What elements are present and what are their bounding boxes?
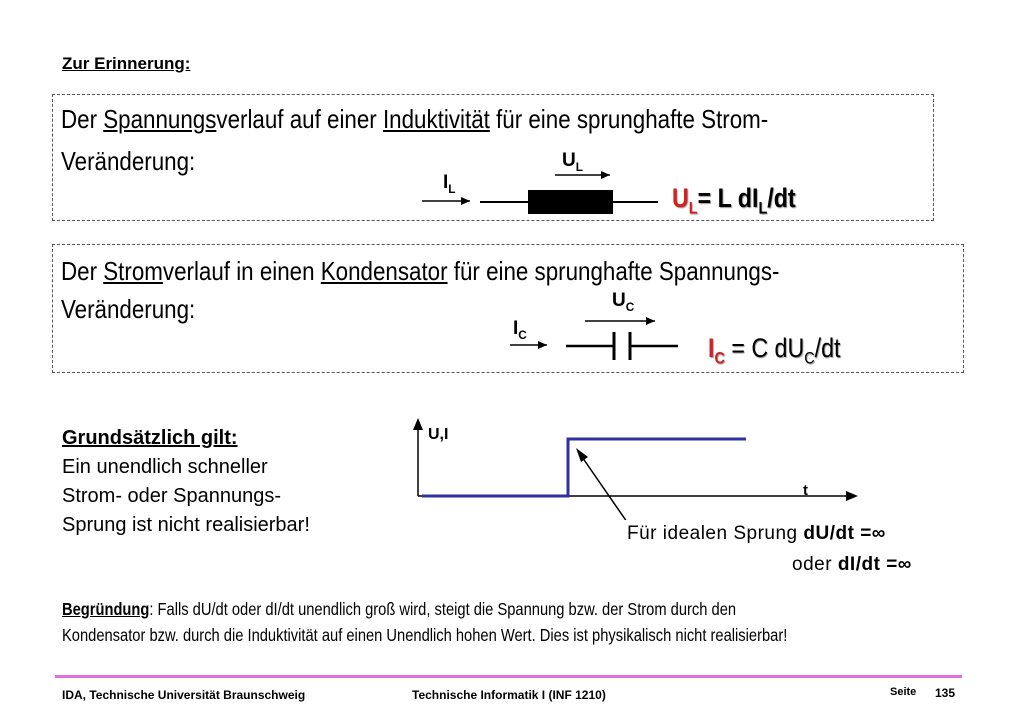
reason-line1: Begründung: Falls dU/dt oder dI/dt unendlich groß wird, steigt die Spannung bzw. der Strom durch den (62, 599, 737, 619)
inductor-voltage-label: $U_L$ (562, 150, 583, 174)
inductor-body (528, 190, 613, 214)
reason-text (62, 596, 787, 648)
cap-current-arrowhead (538, 341, 547, 349)
pointer-arrowhead (576, 448, 588, 462)
capacitor-voltage-label: $U_C$ (612, 290, 635, 314)
inductor-text-line2: Veränderung: (61, 146, 196, 176)
current-arrowhead (461, 197, 470, 205)
inductor-symbol (420, 150, 670, 220)
footer-page-number: 135 (935, 686, 956, 700)
principle-line1: Ein unendlich schneller (62, 456, 268, 478)
step-graph (400, 410, 870, 520)
capacitor-current-label: $I_C$ (513, 318, 527, 342)
ideal-step-line1: Für idealen Sprung dU/dt =∞ (627, 523, 886, 544)
voltage-arrowhead (601, 171, 610, 179)
graph-x-label: t (803, 482, 808, 499)
cap-voltage-arrowhead (646, 317, 655, 325)
footer-divider (55, 675, 962, 678)
footer-page-label: Seite (890, 686, 917, 698)
capacitor-formula: $I_C = C$ $dU_C/dt$ (708, 333, 841, 368)
principle-heading: Grundsätzlich gilt: (62, 427, 238, 449)
pointer-arrow-line (580, 454, 636, 520)
footer-course: Technische Informatik I (INF 1210) (412, 688, 606, 702)
inductor-formula: $U_L= L$ $dI_L/dt$ (672, 183, 796, 218)
reminder-title: Zur Erinnerung: (62, 54, 191, 73)
step-signal-line (422, 439, 746, 496)
ideal-step-line2: oder dI/dt =∞ (792, 554, 912, 575)
inductor-current-label: $I_L$ (443, 172, 456, 196)
graph-y-label: U,I (428, 426, 449, 443)
capacitor-text-line2: Veränderung: (61, 294, 196, 324)
x-axis-arrowhead (846, 491, 858, 501)
principle-note (62, 424, 310, 540)
principle-line2: Strom- oder Spannungs- (62, 485, 282, 507)
inductor-text-line1: Der Spannungsverlauf auf einer Induktivität für eine sprunghafte Strom- (61, 104, 769, 134)
reason-line2: Kondensator bzw. durch die Induktivität auf einen Unendlich hohen Wert. Dies ist physikalisch nicht realisierbar! (62, 625, 788, 645)
y-axis-arrowhead (413, 418, 423, 430)
capacitor-text-line1: Der Stromverlauf in einen Kondensator für eine sprunghafte Spannungs- (61, 256, 780, 286)
principle-line3: Sprung ist nicht realisierbar! (62, 514, 310, 536)
capacitor-symbol (490, 300, 690, 370)
footer-institution: IDA, Technische Universität Braunschweig (62, 688, 306, 702)
